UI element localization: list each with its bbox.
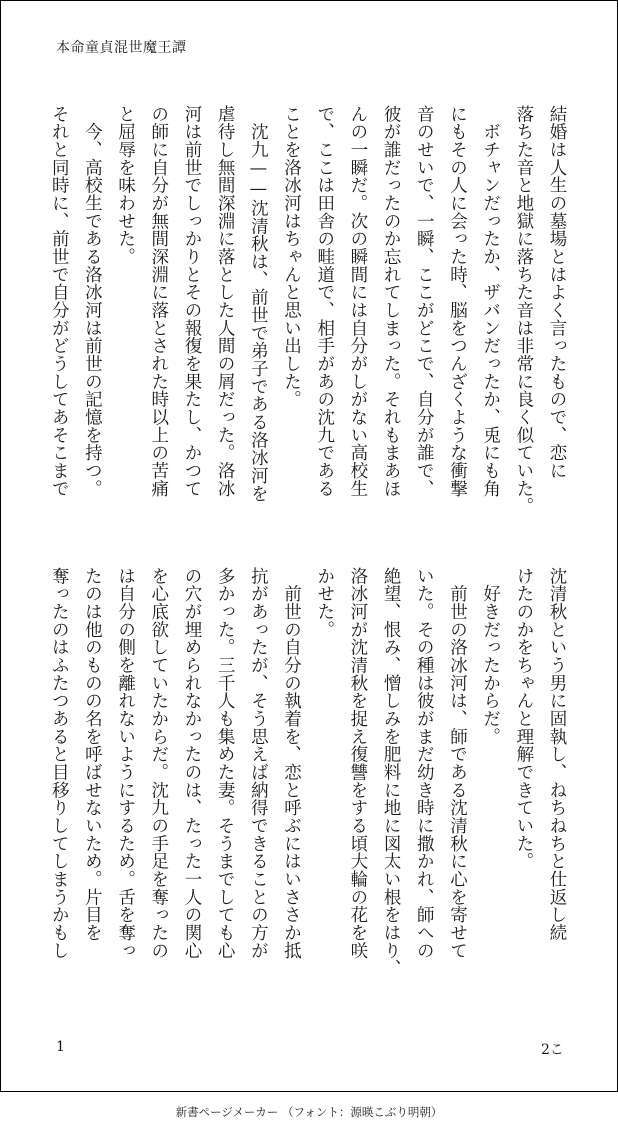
text-column: を心底欲していたからだ。沈九の手足を奪ったの [148,567,169,960]
text-column: かせた。 [314,567,335,639]
text-column: いた。その種は彼がまだ幼き時に撒かれ、師への [414,567,435,960]
text-column: 彼が誰だったのか忘れてしまった。それもまあほ [381,105,402,498]
text-column: は自分の側を離れないようにするため。舌を奪っ [115,567,136,960]
page-title: 本命童貞混世魔王譚 [56,40,187,56]
text-column: 虐待し無間深淵に落とした人間の屑だった。洛冰 [215,105,236,498]
text-column: ボチャンだったか、ザバンだったか、兎にも角 [480,105,501,498]
text-column: の師に自分が無間深淵に落とされた時以上の苦痛 [148,105,169,498]
text-column: 多かった。三千人も集めた妻。そうまでしても心 [215,567,236,960]
text-column: 沈清秋という男に固執し、ねちねちと仕返し続 [547,567,567,942]
text-column: 前世の自分の執着を、恋と呼ぶにはいささか抵 [281,567,302,960]
text-column: ことを洛冰河はちゃんと思い出した。 [281,105,302,409]
text-tier-top [41,105,573,525]
text-column: 落ちた音と地獄に落ちた音は非常に良く似ていた。 [513,105,534,516]
text-column: 洛冰河が沈清秋を捉え復讐をする頃大輪の花を咲 [347,567,368,960]
text-column: 結婚は人生の墓場とはよく言ったもので、恋に [547,105,567,480]
text-column: にもその人に会った時、脳をつんざくような衝撃 [447,105,468,498]
text-column: たのは他のものの名を呼ばせないため。片目を [82,567,103,942]
text-column: 好きだったからだ。 [480,567,501,746]
text-column: 奪ったのはふたつあると目移りしてしまうかもし [49,567,70,960]
page-number-right: 2こ [541,1042,564,1058]
text-column: 前世の洛冰河は、師である沈清秋に心を寄せて [447,567,468,960]
text-column: 音のせいで、一瞬、ここがどこで、自分が誰で、 [414,105,435,498]
text-column: 沈九——沈清秋は、前世で弟子である洛冰河を [248,105,269,503]
text-column: と屈辱を味わせた。 [115,105,136,266]
page-number-left: 1 [56,1039,65,1055]
text-tier-bottom [41,567,573,987]
text-column: 絶望、恨み、憎しみを肥料に地に図太い根をはり、 [381,567,402,978]
text-column: それと同時に、前世で自分がどうしてあそこまで [49,105,70,498]
text-column: けたのかをちゃんと理解できていた。 [513,567,534,871]
text-column: の穴が埋められなかったのは、たった一人の関心 [181,567,202,960]
footer-credit: 新書ページメーカー （フォント：源暎こぶり明朝） [175,1105,443,1119]
text-column: 今、高校生である洛冰河は前世の記憶を持つ。 [82,105,103,498]
text-column: んの一瞬だ。次の瞬間には自分がしがない高校生 [347,105,368,498]
text-column: 抗があったが、そう思えば納得できることの方が [248,567,269,960]
text-column: 河は前世でしっかりとその報復を果たし、かつて [181,105,202,498]
text-column: で、ここは田舎の畦道で、相手があの沈九である [314,105,335,498]
